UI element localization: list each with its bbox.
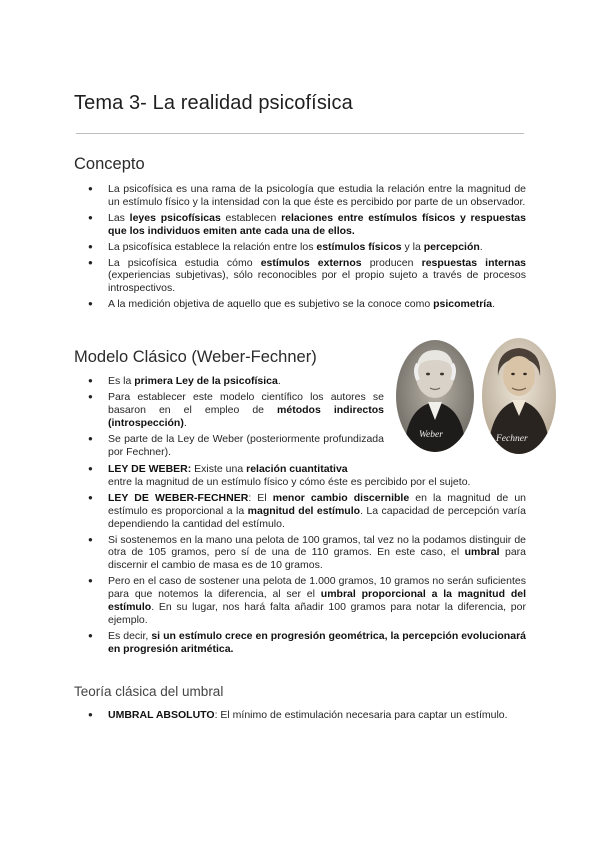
bold-text: percepción [423, 240, 480, 253]
list-item [88, 534, 526, 573]
bold-text: métodos indirectos (introspección) [108, 403, 385, 429]
text-run: . [479, 240, 483, 253]
weber-portrait [396, 340, 474, 452]
bold-text: respuestas internas [421, 256, 527, 269]
concepto-list [88, 183, 526, 311]
text-run: producen [361, 256, 422, 269]
list-item [88, 375, 384, 388]
text-run: : El [248, 491, 273, 504]
list-item [88, 298, 526, 311]
bold-text: umbral proporcional a la magnitud del estímulo [108, 588, 526, 614]
bold-text: si un estímulo crece en progresión geométrica, la percepción evolucionará en progresión aritmética. [108, 629, 526, 655]
text-run: en la magnitud de un estímulo es proporcional a la [108, 491, 526, 517]
title-divider [76, 133, 524, 134]
text-run: Para establecer este modelo científico los autores se basaron en el empleo de [108, 390, 384, 416]
text-run: . [277, 375, 281, 387]
text-run: . En su lugar, nos hará falta añadir 100 gramos para notar la diferencia, por ejemplo. [108, 601, 526, 626]
bold-text: leyes psicofísicas [129, 211, 221, 224]
bold-text: estímulos físicos [316, 240, 402, 253]
text-run: (experiencias subjetivas), sólo reconocibles por el propio sujeto a través de procesos introspectivos. [108, 269, 526, 295]
modelo-list-leyes [88, 463, 526, 656]
text-run: . [183, 416, 187, 429]
text-run: y la [401, 240, 424, 253]
text-run: La psicofísica establece la relación entre los [108, 240, 317, 253]
list-item [88, 575, 526, 627]
list-item [88, 212, 526, 238]
text-run: La psicofísica es una rama de la psicología que estudia la relación entre la magnitud de un estímulo físico y la intensidad con la que éste es percibido por parte de un observador. [108, 183, 526, 208]
text-run: A la medición objetiva de aquello que es subjetivo se la conoce como [108, 298, 434, 311]
bold-text: estímulos externos [260, 256, 362, 269]
teoria-list [88, 709, 526, 722]
text-run: . La capacidad de percepción varía dependiendo la cantidad del estímulo. [108, 504, 526, 530]
list-item [88, 463, 526, 476]
list-item [88, 433, 384, 459]
bold-text: UMBRAL ABSOLUTO [108, 709, 215, 721]
list-item [88, 476, 526, 489]
text-run: Es la [108, 375, 135, 387]
weber-caption: Weber [419, 430, 443, 440]
text-run: Las [108, 211, 130, 224]
list-item [88, 183, 526, 209]
list-item [88, 257, 526, 296]
bold-text: LEY DE WEBER-FECHNER [108, 491, 249, 504]
heading-modelo-clasico: Modelo Clásico (Weber-Fechner) [74, 348, 317, 366]
bold-text: primera Ley de la psicofísica [134, 375, 278, 387]
heading-teoria-umbral: Teoría clásica del umbral [74, 684, 224, 699]
bold-text: LEY DE WEBER: [108, 463, 192, 475]
list-item [88, 241, 526, 254]
text-run: Se parte de la Ley de Weber (posteriormente profundizada por Fechner). [108, 432, 384, 458]
fechner-portrait [482, 338, 556, 454]
text-run: : El mínimo de estimulación necesaria para captar un estímulo. [214, 709, 508, 721]
text-run: . [492, 298, 495, 311]
weber-fechner-photos [396, 338, 544, 456]
bold-text: menor cambio discernible [272, 491, 410, 504]
text-run: establecen [220, 211, 282, 224]
text-run: entre la magnitud de un estímulo físico y cómo éste es percibido por el sujeto. [108, 475, 471, 488]
list-item [88, 492, 526, 531]
list-item [88, 630, 526, 656]
modelo-list-intro [88, 375, 384, 458]
text-run: Existe una [191, 463, 247, 475]
bold-text: relación cuantitativa [246, 463, 348, 475]
bold-text: psicometría [433, 298, 493, 311]
list-item [88, 391, 384, 430]
page-title: Tema 3- La realidad psicofísica [74, 92, 353, 114]
heading-concepto: Concepto [74, 155, 145, 173]
text-run: Pero en el caso de sostener una pelota de 1.000 gramos, 10 gramos no serán suficientes para que notemos la diferencia, al ser el [108, 575, 526, 601]
bold-text: umbral [464, 546, 500, 559]
text-run: para discernir el cambio de masa es de 10 gramos. [108, 546, 527, 572]
bold-text: relaciones entre estímulos físicos y respuestas que los individuos emiten ante cada una de ellos. [108, 211, 526, 237]
list-item [88, 709, 526, 722]
text-run: La psicofísica estudia cómo [108, 256, 261, 269]
fechner-caption: Fechner [496, 434, 528, 444]
text-run: Si sostenemos en la mano una pelota de 100 gramos, tal vez no la podamos distinguir de otra de 105 gramos, pero sí de una de 110 gramos. En este caso, el [108, 533, 526, 559]
bold-text: magnitud del estímulo [247, 504, 361, 517]
text-run: Es decir, [108, 629, 152, 642]
